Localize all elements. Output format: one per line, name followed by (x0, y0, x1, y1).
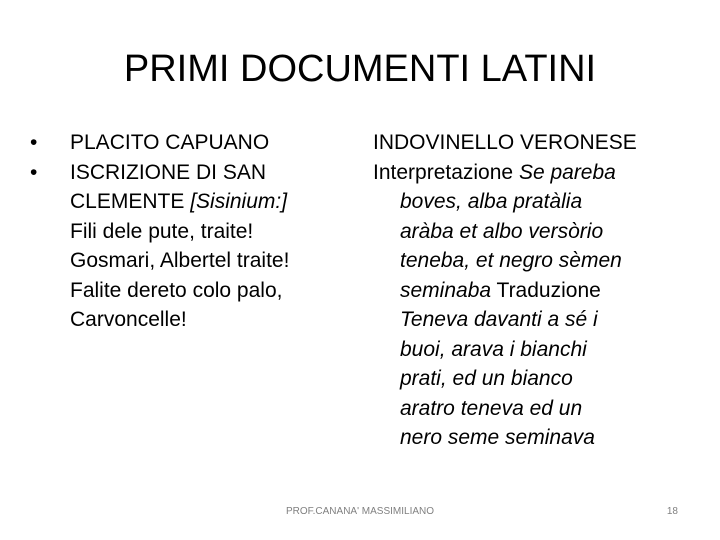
right-text: Traduzione (491, 278, 601, 302)
list-item-text: CLEMENTE (70, 190, 191, 213)
right-italic: Se pareba (518, 160, 616, 184)
page-number: 18 (666, 506, 678, 517)
bullet-icon: • (30, 131, 38, 154)
list-item-line: Gosmari, Albertel traite! (70, 249, 290, 272)
right-line: nero seme seminava (400, 426, 595, 449)
right-line: boves, alba pratàlia (400, 190, 583, 213)
right-line: aràba et albo versòrio (400, 219, 604, 243)
right-line: teneba, et negro sèmen (400, 249, 622, 272)
bullet-icon: • (30, 160, 38, 184)
right-line (373, 276, 693, 306)
list-item-iscrizione (30, 158, 350, 335)
list-item-placito (30, 128, 350, 158)
list-item-line: Carvoncelle! (70, 308, 187, 331)
list-item-italic: [Sisinium:] (190, 190, 288, 213)
right-line: prati, ed un bianco (400, 367, 573, 390)
list-item-line: Falite dereto colo palo, (70, 278, 283, 302)
list-item-line: ISCRIZIONE DI SAN (70, 160, 267, 184)
footer-author: PROF.CANANA' MASSIMILIANO (285, 506, 435, 517)
right-line (373, 158, 693, 188)
slide-title: PRIMI DOCUMENTI LATINI (123, 48, 597, 90)
right-line: Teneva davanti a sé i (400, 308, 598, 331)
list-item-line (70, 187, 350, 217)
right-italic: seminaba (400, 278, 492, 302)
list-item-line: Fili dele pute, traite! (70, 219, 254, 243)
left-column (30, 128, 350, 335)
bullet-list (30, 128, 350, 335)
list-item-text: PLACITO CAPUANO (70, 131, 270, 154)
right-text: Interpretazione (373, 160, 519, 184)
right-line: aratro teneva ed un (400, 396, 583, 420)
right-line: buoi, arava i bianchi (400, 337, 587, 361)
right-column (373, 128, 693, 453)
right-heading: INDOVINELLO VERONESE (373, 131, 637, 154)
